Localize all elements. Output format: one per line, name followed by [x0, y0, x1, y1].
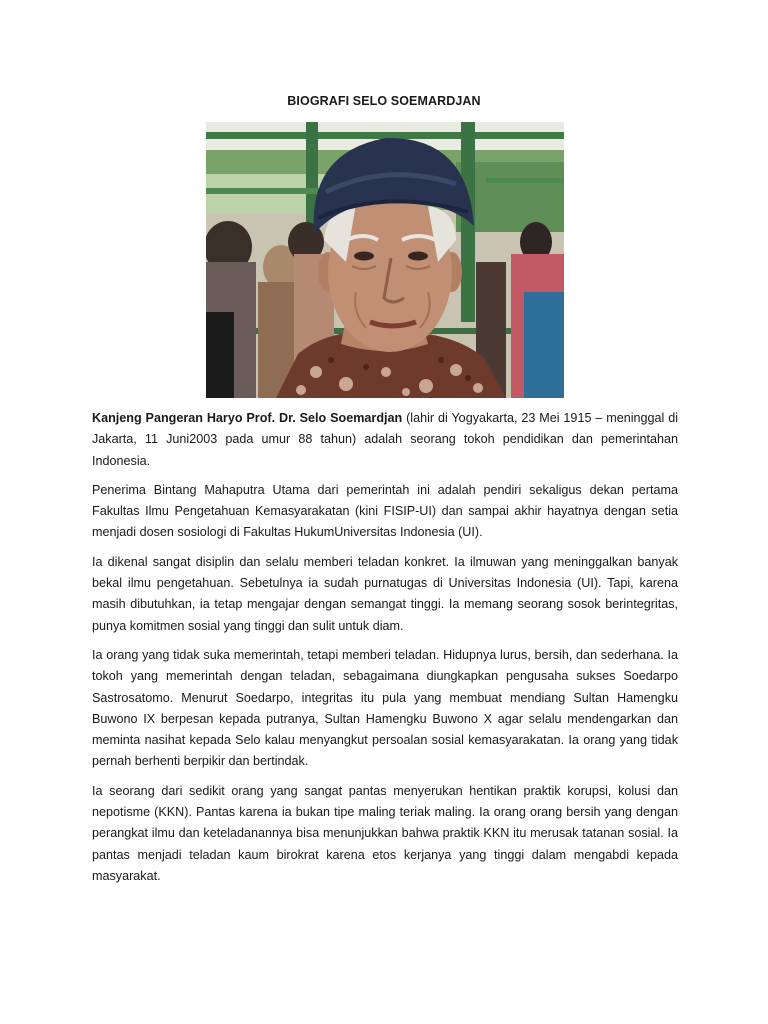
person-full-name: Kanjeng Pangeran Haryo Prof. Dr. Selo Soemardjan	[92, 411, 403, 425]
paragraph-1	[92, 408, 678, 472]
document-title: BIOGRAFI SELO SOEMARDJAN	[287, 94, 481, 108]
paragraph-2: Penerima Bintang Mahaputra Utama dari pemerintah ini adalah pendiri sekaligus dekan pertama Fakultas Ilmu Pengetahuan Kemasyarakatan (kini FISIP-UI) dan sampai akhir hayatnya dengan setia menjadi dosen sosiologi di Fakultas HukumUniversitas Indonesia (UI).	[92, 482, 678, 540]
paragraph-1-text: (lahir di Yogyakarta, 23 Mei 1915 – meninggal di Jakarta, 11 Juni2003 pada umur 88 tahun) adalah seorang tokoh pendidikan dan pemerintahan Indonesia.	[92, 411, 679, 468]
biography-text	[92, 408, 678, 895]
paragraph-3: Ia dikenal sangat disiplin dan selalu memberi teladan konkret. Ia ilmuwan yang meninggalkan banyak bekal ilmu pengetahuan. Sebetulnya ia sudah purnatugas di Universitas Indonesia (UI). Tapi, karena masih dibutuhkan, ia tetap mengajar dengan semangat tinggi. Ia memang seorang sosok berintegritas, punya komitmen sosial yang tinggi dan sulit untuk diam.	[92, 554, 678, 633]
portrait-photo	[206, 122, 564, 398]
paragraph-4: Ia orang yang tidak suka memerintah, tetapi memberi teladan. Hidupnya lurus, bersih, dan sederhana. Ia tokoh yang memerintah dengan teladan, sebagaimana diungkapkan pengusaha sukses Soedarpo Sastrosatomo. Menurut Soedarpo, integritas itu pula yang membuat mendiang Sultan Hamengku Buwono IX berpesan kepada putranya, Sultan Hamengku Buwono X agar selalu mendengarkan dan meminta nasihat kepada Selo kalau menyangkut persoalan sosial kemasyarakatan. Ia orang yang tidak pernah berhenti berpikir dan bertindak.	[92, 647, 678, 769]
paragraph-5: Ia seorang dari sedikit orang yang sangat pantas menyerukan hentikan praktik korupsi, kolusi dan nepotisme (KKN). Pantas karena ia bukan tipe maling teriak maling. Ia orang orang bersih yang dengan perangkat ilmu dan keteladanannya bisa menunjukkan bahwa praktik KKN itu merusak tatanan sosial. Ia pantas menjadi teladan kaum birokrat karena etos kerjanya yang tinggi dalam mengabdi kepada masyarakat.	[92, 783, 678, 883]
